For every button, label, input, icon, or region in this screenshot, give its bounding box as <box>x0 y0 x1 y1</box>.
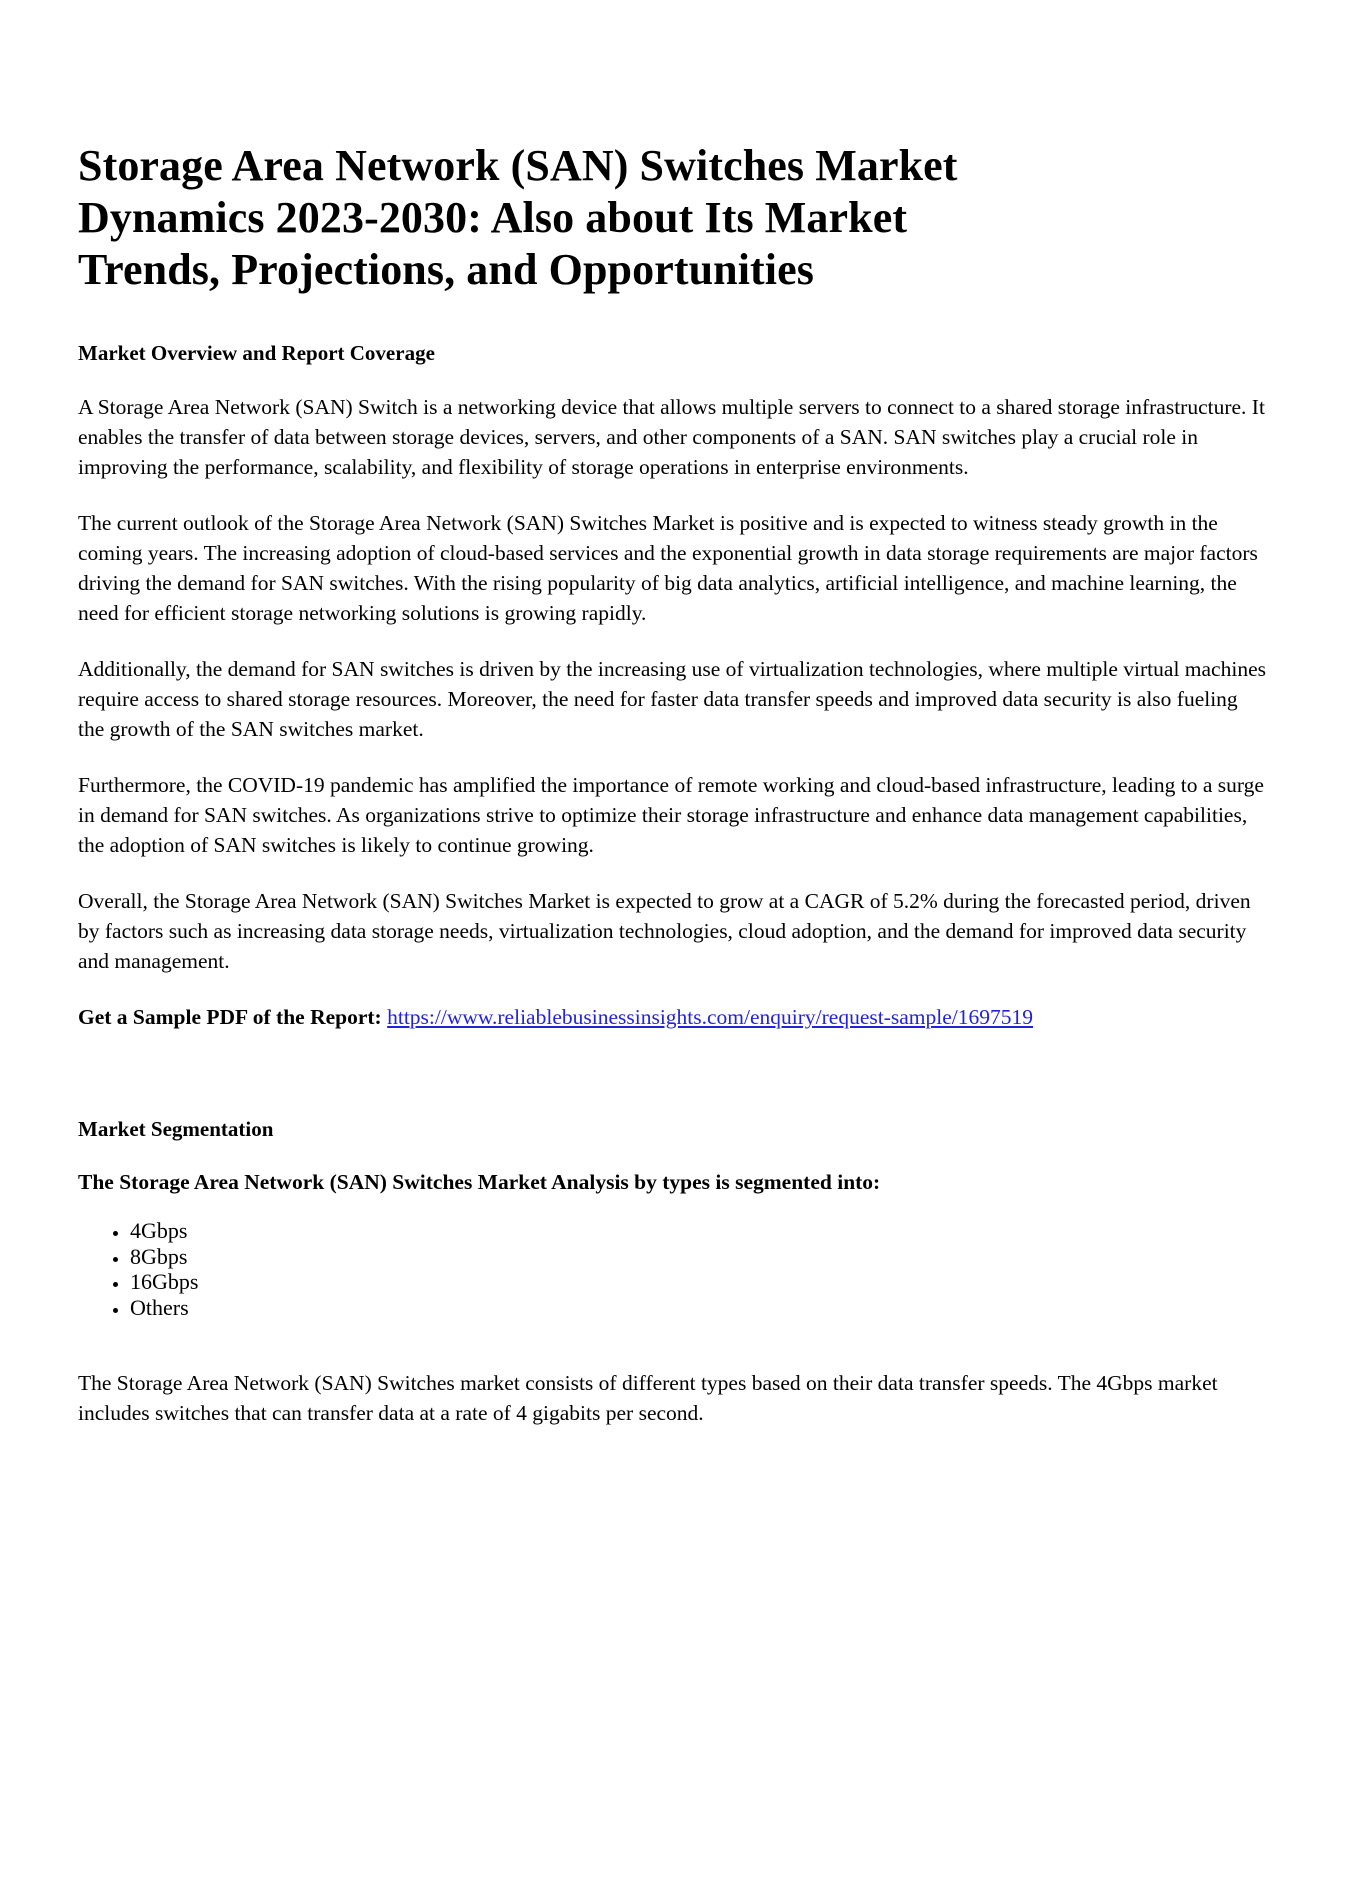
paragraph-covid-impact: Furthermore, the COVID-19 pandemic has amplified the importance of remote working and cloud-based infrastructure, leading to a surge in demand for SAN switches. As organizations strive to optimize their storage infrastructure and enhance data management capabilities, the adoption of SAN switches is likely to continue growing. <box>78 773 1264 857</box>
segment-type-list <box>78 1218 1267 1320</box>
paragraph-type-description: The Storage Area Network (SAN) Switches market consists of different types based on their data transfer speeds. The 4Gbps market includes switches that can transfer data at a rate of 4 gigabits per second. <box>78 1371 1218 1425</box>
paragraph-overview-definition: A Storage Area Network (SAN) Switch is a networking device that allows multiple servers to connect to a shared storage infrastructure. It enables the transfer of data between storage devices, servers, and other components of a SAN. SAN switches play a crucial role in improving the performance, scalability, and flexibility of storage operations in enterprise environments. <box>78 395 1265 479</box>
market-segmentation-heading: Market Segmentation <box>78 1117 274 1141</box>
segmentation-by-types-subheading: The Storage Area Network (SAN) Switches Market Analysis by types is segmented into: <box>78 1170 881 1194</box>
sample-pdf-line <box>78 1002 1267 1032</box>
list-item: • 4Gbps <box>130 1218 1267 1244</box>
list-item: • Others <box>130 1295 1267 1321</box>
paragraph-cagr-outlook: Overall, the Storage Area Network (SAN) Switches Market is expected to grow at a CAGR of 5.2% during the forecasted period, driven by factors such as increasing data storage needs, virtualization technologies, cloud adoption, and the demand for improved data security and management. <box>78 889 1251 973</box>
sample-pdf-label: Get a Sample PDF of the Report: <box>78 1005 382 1029</box>
list-item: • 8Gbps <box>130 1244 1267 1270</box>
page-title: Storage Area Network (SAN) Switches Market Dynamics 2023-2030: Also about Its Market Trends, Projections, and Opportunities <box>78 141 958 294</box>
sample-pdf-link[interactable]: https://www.reliablebusinessinsights.com/enquiry/request-sample/1697519 <box>387 1005 1034 1029</box>
paragraph-current-outlook: The current outlook of the Storage Area Network (SAN) Switches Market is positive and is expected to witness steady growth in the coming years. The increasing adoption of cloud-based services and the exponential growth in data storage requirements are major factors driving the demand for SAN switches. With the rising popularity of big data analytics, artificial intelligence, and machine learning, the need for efficient storage networking solutions is growing rapidly. <box>78 511 1258 625</box>
paragraph-virtualization-demand: Additionally, the demand for SAN switches is driven by the increasing use of virtualization technologies, where multiple virtual machines require access to shared storage resources. Moreover, the need for faster data transfer speeds and improved data security is also fueling the growth of the SAN switches market. <box>78 657 1266 741</box>
spacer-before-segmentation <box>78 1058 1267 1116</box>
market-overview-heading: Market Overview and Report Coverage <box>78 341 435 365</box>
spacer-before-closing <box>78 1320 1267 1368</box>
list-item: • 16Gbps <box>130 1269 1267 1295</box>
